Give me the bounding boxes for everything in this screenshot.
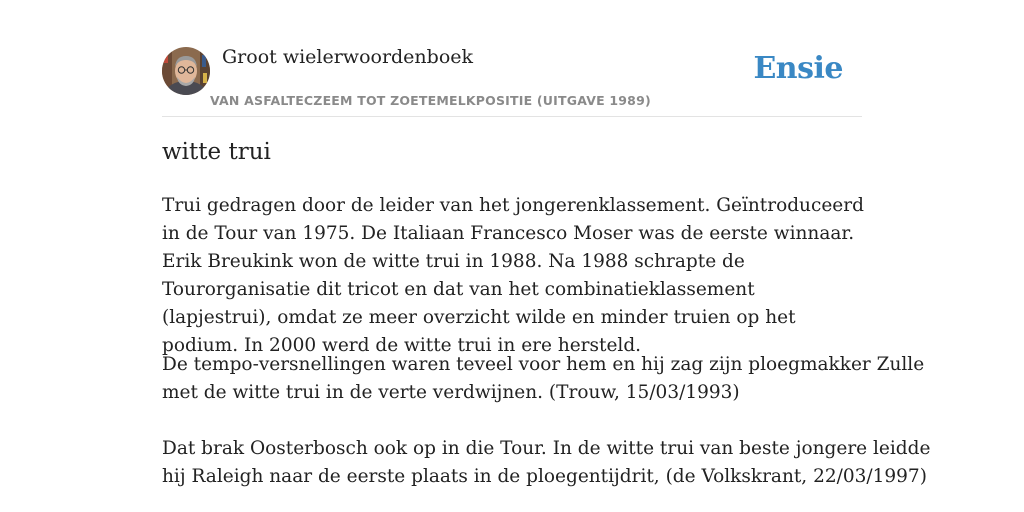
avatar-portrait-icon bbox=[162, 47, 210, 95]
book-subtitle: VAN ASFALTECZEEM TOT ZOETEMELKPOSITIE (UITGAVE 1989) bbox=[210, 93, 651, 108]
ensie-logo[interactable]: Ensie bbox=[753, 51, 843, 86]
quote-1-line-1: De tempo-versnellingen waren teveel voor hem en hij zag zijn ploegmakker Zulle bbox=[162, 354, 925, 375]
quote-2-line-2: hij Raleigh naar de eerste plaats in de ploegentijdrit, (de Volkskrant, 22/03/1997) bbox=[162, 466, 927, 487]
quote-2-line-1: Dat brak Oosterbosch ook op in die Tour. In de witte trui van beste jongere leidde bbox=[162, 438, 931, 459]
quote-spacer bbox=[162, 407, 864, 435]
book-title[interactable]: Groot wielerwoordenboek bbox=[222, 46, 474, 68]
entry-definition: Trui gedragen door de leider van het jongerenklassement. Geïntroduceerd in de Tour van 1975. De Italiaan Francesco Moser was de eerste winnaar. Erik Breukink won de witte trui in 1988. Na 1988 schrapte de Tourorganisatie dit tricot en dat van het combinatieklassement (lapjestrui), omdat ze meer overzicht wilde en minder truien op het podium. In 2000 werd de witte trui in ere hersteld. bbox=[162, 195, 864, 356]
author-avatar[interactable] bbox=[162, 47, 210, 95]
usage-quotes bbox=[162, 351, 931, 491]
quote-1-line-2: met de witte trui in de verte verdwijnen. (Trouw, 15/03/1993) bbox=[162, 382, 740, 403]
page-header bbox=[162, 0, 862, 117]
entry-card bbox=[162, 0, 931, 512]
entry-title: witte trui bbox=[162, 139, 271, 165]
